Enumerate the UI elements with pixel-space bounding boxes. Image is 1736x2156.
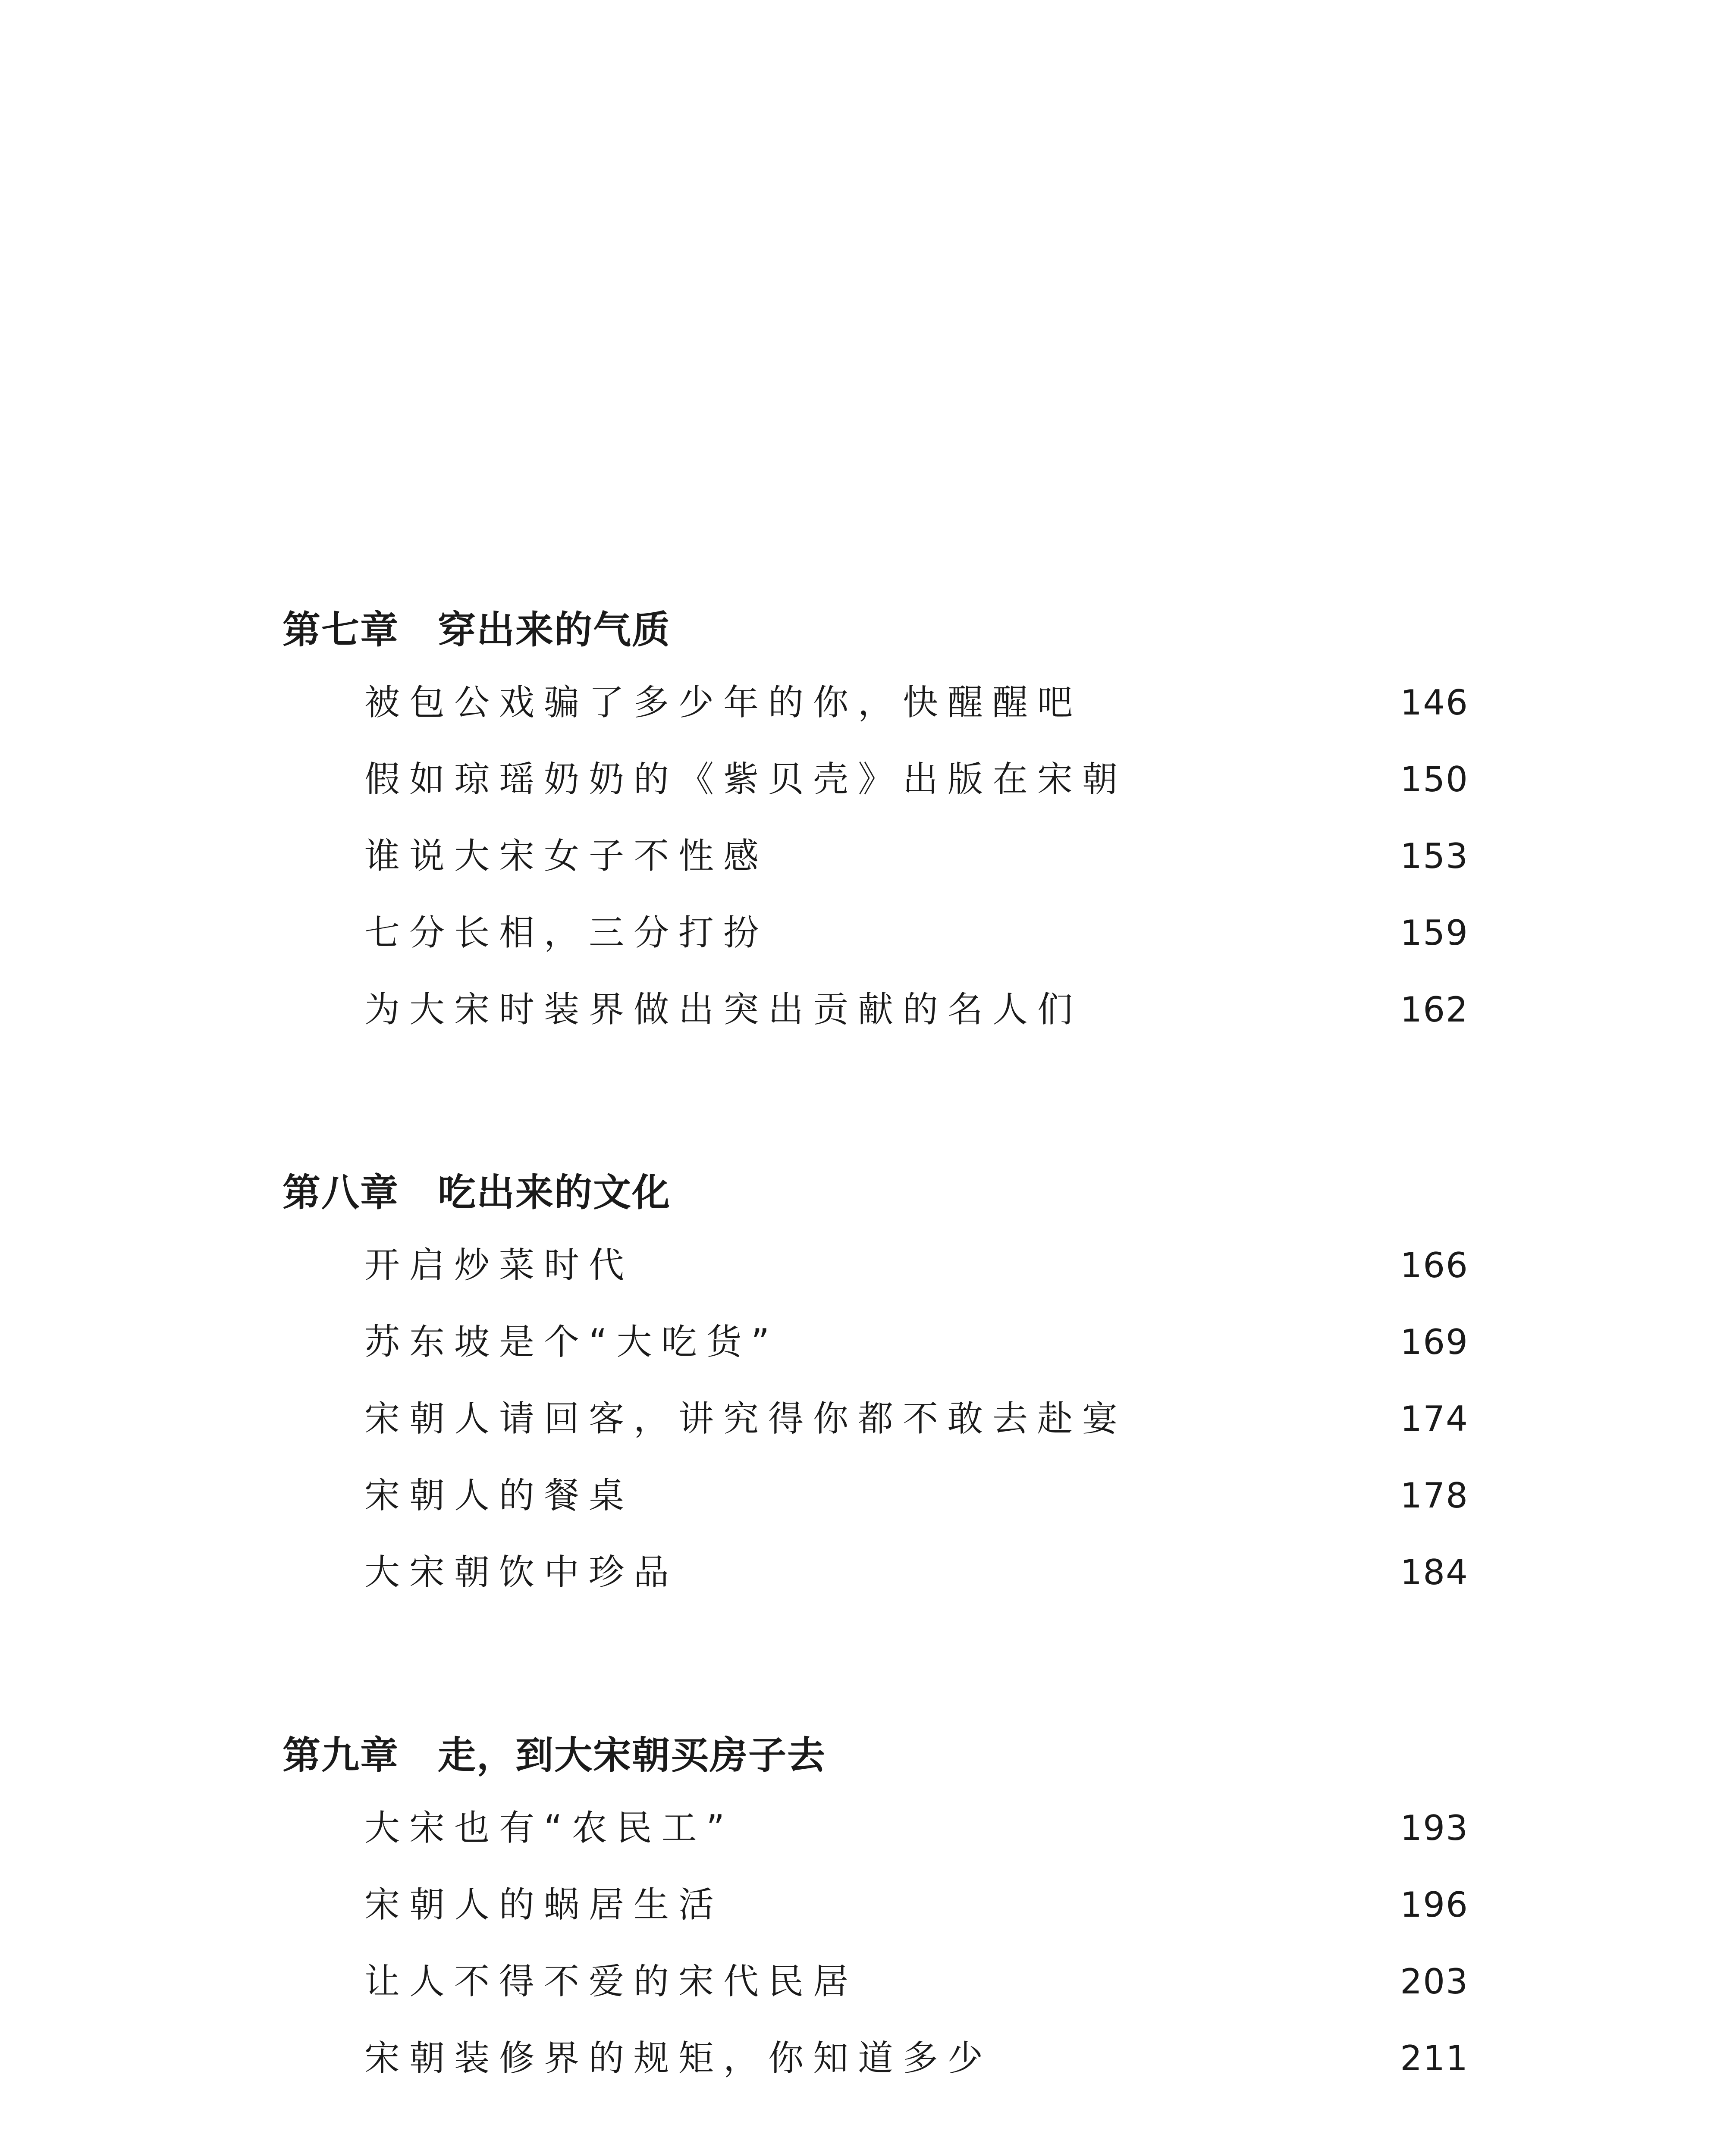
entry-page-number: 146: [1400, 683, 1469, 723]
table-of-contents: [283, 604, 1469, 2156]
toc-entry[interactable]: [364, 1802, 1469, 1879]
entry-title: 谁说大宋女子不性感: [364, 836, 769, 877]
entry-title: 宋朝人请回客，讲究得你都不敢去赴宴: [364, 1398, 1127, 1439]
entry-title: 为大宋时装界做出突出贡献的名人们: [364, 989, 1083, 1030]
toc-entry[interactable]: [364, 754, 1469, 830]
entry-title: 大宋朝饮中珍品: [364, 1552, 679, 1593]
entry-page-number: 159: [1400, 913, 1469, 953]
toc-entry[interactable]: [364, 1240, 1469, 1316]
toc-entry[interactable]: [364, 907, 1469, 984]
entry-title: 宋朝装修界的规矩，你知道多少: [364, 2038, 993, 2079]
chapter-9: [283, 1729, 1469, 2109]
entry-page-number: 162: [1400, 990, 1469, 1030]
toc-entry[interactable]: [364, 2033, 1469, 2109]
entry-page-number: 150: [1400, 759, 1469, 799]
chapter-title: 第七章 穿出来的气质: [283, 607, 671, 652]
entry-page-number: 174: [1400, 1399, 1469, 1439]
entry-page-number: 153: [1400, 836, 1469, 876]
chapter-8: [283, 1166, 1469, 1623]
toc-entry[interactable]: [364, 1547, 1469, 1623]
chapter-7: [283, 604, 1469, 1061]
entry-page-number: 169: [1400, 1322, 1469, 1362]
entry-title: 宋朝人的餐桌: [364, 1475, 634, 1516]
entry-title: 被包公戏骗了多少年的你，快醒醒吧: [364, 682, 1083, 723]
chapter-title: 第八章 吃出来的文化: [283, 1170, 671, 1215]
entry-page-number: 203: [1400, 1962, 1469, 2002]
chapter-title: 第九章 走，到大宋朝买房子去: [283, 1733, 826, 1777]
toc-entry[interactable]: [364, 1470, 1469, 1547]
entry-title: 假如琼瑶奶奶的《紫贝壳》出版在宋朝: [364, 759, 1127, 800]
entry-title: 七分长相，三分打扮: [364, 912, 769, 953]
toc-entry[interactable]: [364, 1316, 1469, 1393]
entry-page-number: 184: [1400, 1552, 1469, 1592]
entry-title: 苏东坡是个“大吃货”: [364, 1322, 779, 1363]
toc-entry[interactable]: [364, 984, 1469, 1061]
entry-title: 大宋也有“农民工”: [364, 1808, 734, 1849]
entry-title: 宋朝人的蜗居生活: [364, 1884, 724, 1925]
entry-title: 开启炒菜时代: [364, 1245, 634, 1286]
entry-page-number: 166: [1400, 1245, 1469, 1285]
toc-entry[interactable]: [364, 677, 1469, 754]
toc-entry[interactable]: [364, 1879, 1469, 1956]
entry-page-number: 211: [1400, 2038, 1469, 2078]
toc-entry[interactable]: [364, 830, 1469, 907]
toc-entry[interactable]: [364, 1956, 1469, 2033]
toc-entry[interactable]: [364, 1393, 1469, 1470]
entry-page-number: 178: [1400, 1476, 1469, 1516]
entry-page-number: 196: [1400, 1885, 1469, 1925]
entry-title: 让人不得不爱的宋代民居: [364, 1961, 858, 2002]
entry-page-number: 193: [1400, 1808, 1469, 1848]
